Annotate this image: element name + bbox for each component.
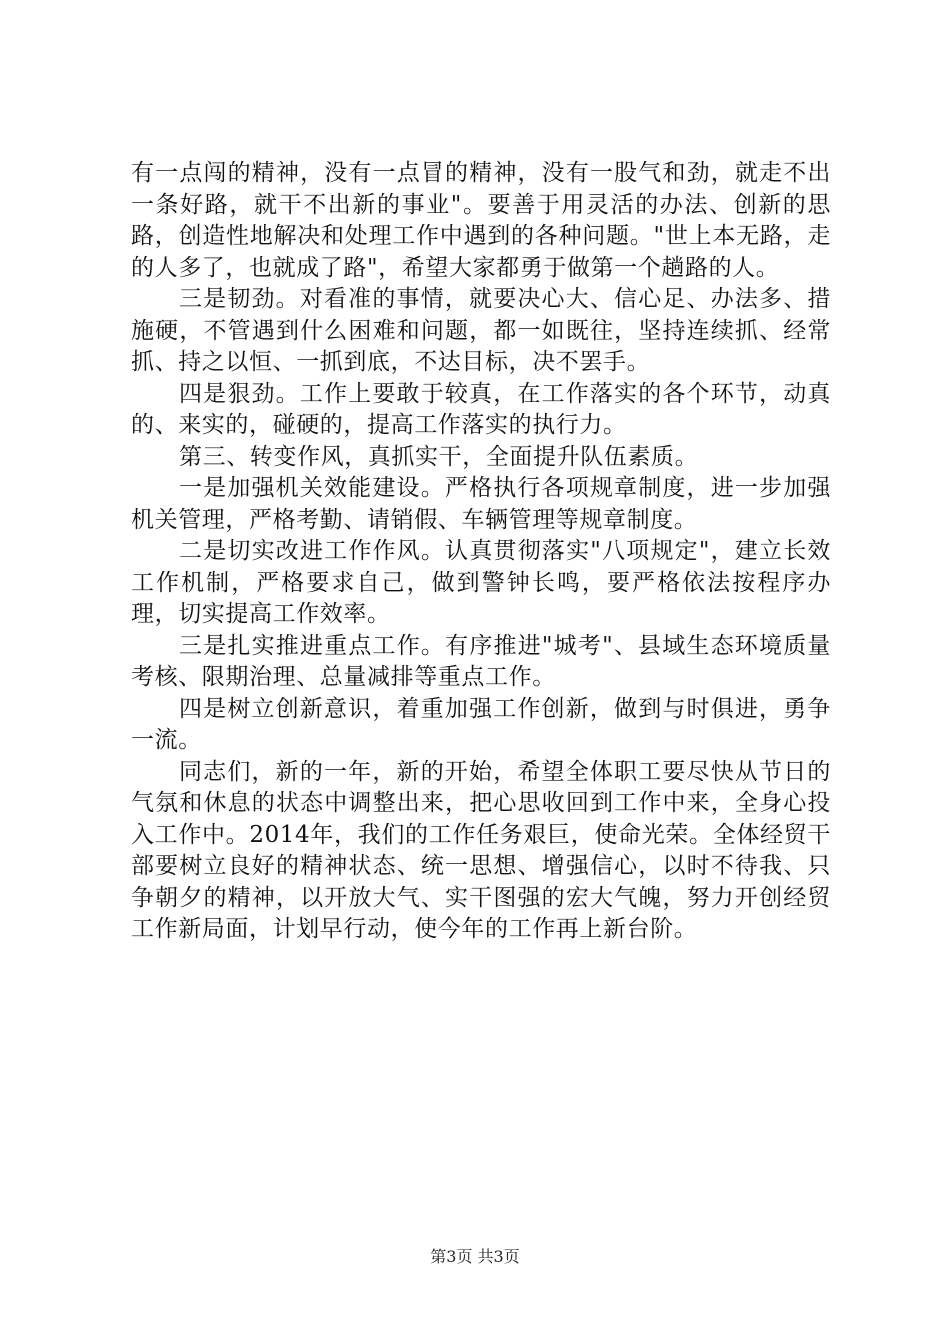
section-heading-third: 第三、转变作风，真抓实干，全面提升队伍素质。 bbox=[179, 443, 699, 470]
page-footer: 第3页 共3页 bbox=[430, 1247, 520, 1266]
paragraph-determination: 四是狠劲。工作上要敢于较真，在工作落实的各个环节，动真的、来实的，碰硬的，提高工作落实的执行力。 bbox=[131, 380, 831, 438]
paragraph-key-work: 三是扎实推进重点工作。有序推进"城考"、县域生态环境质量考核、限期治理、总量减排等重点工作。 bbox=[131, 632, 831, 690]
paragraph-work-style: 二是切实改进工作作风。认真贯彻落实"八项规定"，建立长效工作机制，严格要求自己，做到警钟长鸣，要严格依法按程序办理，切实提高工作效率。 bbox=[131, 538, 831, 627]
paragraph-closing: 同志们，新的一年，新的开始，希望全体职工要尽快从节日的气氛和休息的状态中调整出来，把心思收回到工作中来，全身心投入工作中。2014年，我们的工作任务艰巨，使命光荣。全体经贸干部要树立良好的精神状态、统一思想、增强信心，以时不待我、只争朝夕的精神，以开放大气、实干图强的宏大气魄，努力开创经贸工作新局面，计划早行动，使今年的工作再上新台阶。 bbox=[131, 758, 831, 942]
document-body bbox=[131, 158, 831, 946]
paragraph-innovation: 四是树立创新意识，着重加强工作创新，做到与时俱进，勇争一流。 bbox=[131, 695, 831, 753]
paragraph-perseverance: 三是韧劲。对看准的事情，就要决心大、信心足、办法多、措施硬，不管遇到什么困难和问题，都一如既往，坚持连续抓、经常抓、持之以恒、一抓到底，不达目标，决不罢手。 bbox=[131, 286, 831, 375]
paragraph-continuation: 有一点闯的精神，没有一点冒的精神，没有一股气和劲，就走不出一条好路，就干不出新的事业"。要善于用灵活的办法、创新的思路，创造性地解决和处理工作中遇到的各种问题。"世上本无路，走的人多了，也就成了路"，希望大家都勇于做第一个趟路的人。 bbox=[131, 160, 831, 281]
paragraph-efficiency: 一是加强机关效能建设。严格执行各项规章制度，进一步加强机关管理，严格考勤、请销假、车辆管理等规章制度。 bbox=[131, 475, 831, 533]
